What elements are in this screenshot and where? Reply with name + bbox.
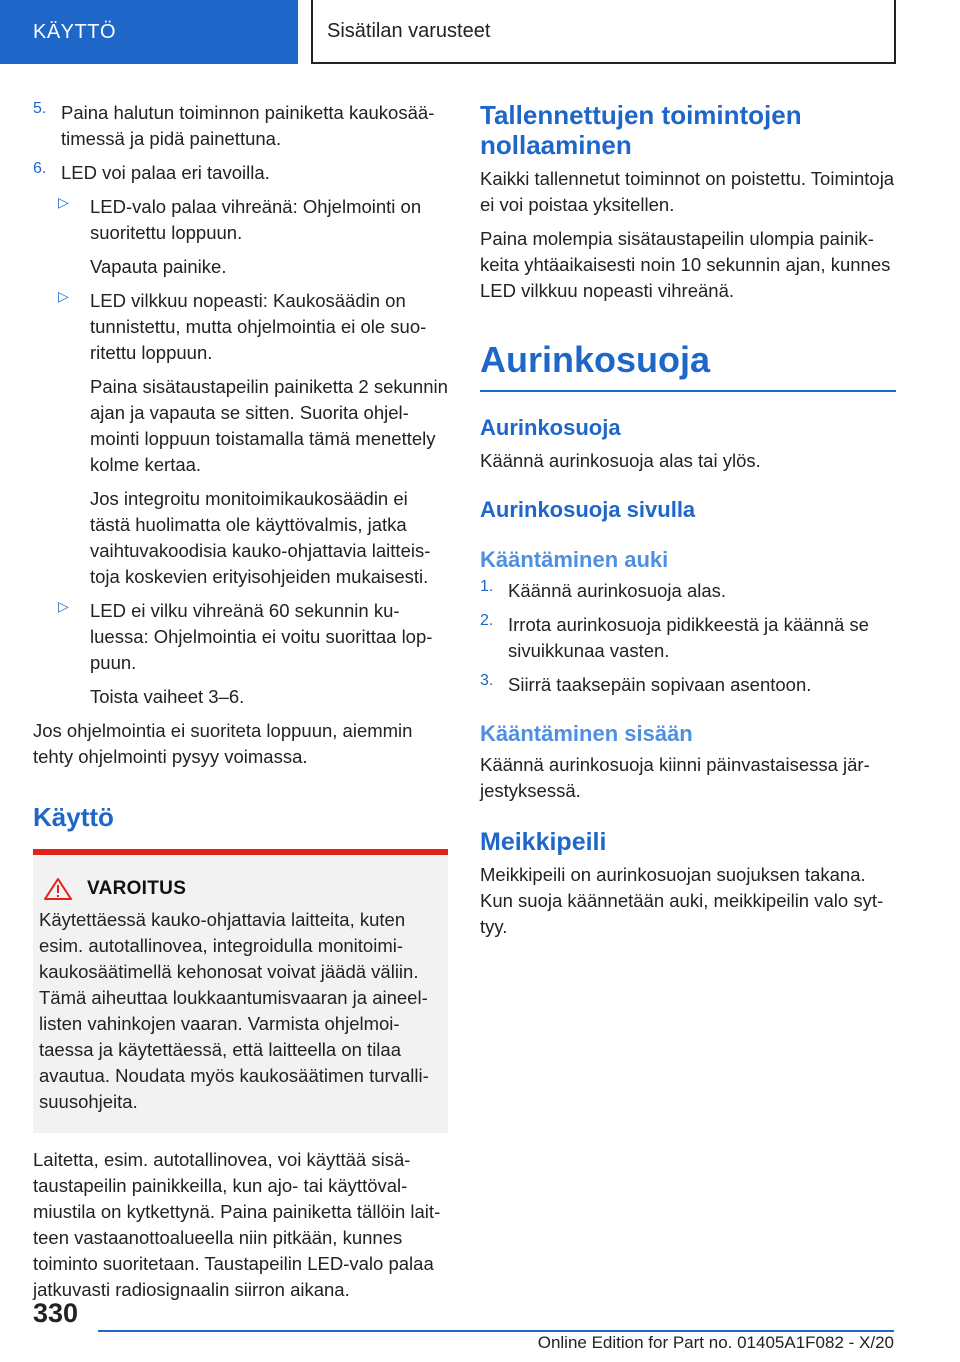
sub-item-para: Vapauta painike. (90, 256, 227, 277)
triangle-bullet-icon: ▷ (58, 288, 69, 304)
sun-visor-text: Käännä aurinkosuoja alas tai ylös. (480, 450, 761, 471)
sub-item-text: LED ei vilku vihreänä 60 sekunnin kuluessa: Ohjelmointia ei voitu suorittaa loppuun. (90, 600, 433, 673)
step-6 (33, 160, 448, 186)
step-number: 5. (33, 100, 47, 117)
page-number: 330 (33, 1298, 79, 1328)
chapter-box (311, 0, 896, 64)
led-no-blink-item (33, 598, 448, 676)
reset-heading: Tallennettujen toimintojen nollaaminen (480, 100, 802, 160)
warning-title: VAROITUS (87, 878, 187, 899)
sub-item-text: LED-valo palaa vihreänä: Ohjelmointi on suoritettu loppuun. (90, 196, 422, 243)
section-tab (0, 0, 298, 64)
sub-item-text: LED vilkkuu nopeasti: Kaukosäädin on tunnistettu, mutta ohjelmointia ei ole suoritettu loppuun. (90, 290, 427, 363)
reset-paragraph-1: Kaikki tallennetut toiminnot on poistettu. Toimintoja ei voi poistaa yksitellen. (480, 168, 895, 215)
sun-visor-main-heading: Aurinkosuoja (480, 338, 896, 392)
step-text: Irrota aurinkosuoja pidikkeestä ja käännä se sivuikkunaa vasten. (508, 614, 869, 661)
left-column (33, 100, 448, 1311)
warning-text: Käytettäessä kauko-ohjattavia laitteita, kuten esim. autotallinovea, integroidulla monitoimikaukosäätimellä kehonosat voivat jäädä väliin. Tämä aiheuttaa loukkaantumisvaaran ja aineellisten vahinkojen vaaran. Varmista ohjelmoitaessa ja käytettäessä, että laitteella on tilaa avautua. Noudata myös kaukosäätimen turvallisuusohjeita. (39, 909, 429, 1112)
open-step-2 (480, 612, 896, 664)
after-steps-paragraph: Jos ohjelmointia ei suoriteta loppuun, aiemmin tehty ohjelmointi pysyy voimassa. (33, 720, 413, 767)
step-number: 2. (480, 612, 494, 629)
step-text: Käännä aurinkosuoja alas. (508, 580, 727, 601)
close-heading: Kääntäminen sisään (480, 721, 693, 746)
sun-visor-subheading: Aurinkosuoja (480, 415, 621, 440)
sub-item-para: Jos integroitu monitoimikaukosäädin ei tästä huolimatta ole käyttövalmis, jatka vaihtuvakoodisia kauko-ohjattavia laitteistoja koskevien erityisohjeiden mukaisesti. (90, 488, 431, 587)
side-visor-heading: Aurinkosuoja sivulla (480, 497, 696, 522)
chapter-title: Sisätilan varusteet (327, 19, 491, 42)
open-step-1 (480, 578, 896, 604)
right-column (480, 100, 896, 948)
final-paragraph: Laitetta, esim. autotallinovea, voi käyttää sisätaustapeilin painikkeilla, kun ajo- tai käyttövalmiustila on kytkettynä. Paina painiketta tällöin laitteen vastaanottoalueella niin pitkään, kunnes toiminto suoritetaan. Taustapeilin LED-valo palaa jatkuvasti radiosignaalin siirron aikana. (33, 1149, 441, 1300)
warning-header (39, 877, 438, 901)
reset-paragraph-2: Paina molempia sisätaustapeilin ulompia painikkeita yhtäaikaisesti noin 10 sekunnin ajan, kunnes LED vilkkuu nopeasti vihreänä. (480, 228, 891, 301)
step-number: 6. (33, 160, 47, 177)
section-title: KÄYTTÖ (33, 20, 117, 43)
step-text: Siirrä taaksepäin sopivaan asentoon. (508, 674, 812, 695)
led-blink-item (33, 288, 448, 366)
sub-item-para: Paina sisätaustapeilin painiketta 2 sekunnin ajan ja vapauta se sitten. Suorita ohjelmointi loppuun toistamalla tämä menettely kolme kertaa. (90, 376, 448, 475)
led-green-item (33, 194, 448, 246)
triangle-bullet-icon: ▷ (58, 598, 69, 614)
warning-triangle-icon (43, 877, 73, 901)
close-text: Käännä aurinkosuoja kiinni päinvastaisessa järjestyksessä. (480, 754, 870, 801)
edition-note: Online Edition for Part no. 01405A1F082 - X/20 (537, 1333, 894, 1352)
sub-item-para: Toista vaiheet 3–6. (90, 686, 245, 707)
footer-rule (98, 1330, 894, 1332)
warning-box (33, 855, 448, 1133)
step-number: 3. (480, 672, 494, 689)
mirror-heading: Meikkipeili (480, 828, 607, 856)
step-number: 1. (480, 578, 494, 595)
step-text: LED voi palaa eri tavoilla. (61, 162, 270, 183)
mirror-text: Meikkipeili on aurinkosuojan suojuksen takana. Kun suoja käännetään auki, meikkipeilin valo syttyy. (480, 864, 884, 937)
kaytto-heading: Käyttö (33, 802, 114, 832)
open-heading: Kääntäminen auki (480, 547, 669, 572)
triangle-bullet-icon: ▷ (58, 194, 69, 210)
open-step-3 (480, 672, 896, 698)
step-5 (33, 100, 448, 152)
step-text: Paina halutun toiminnon painiketta kaukosäätimessä ja pidä painettuna. (61, 102, 435, 149)
